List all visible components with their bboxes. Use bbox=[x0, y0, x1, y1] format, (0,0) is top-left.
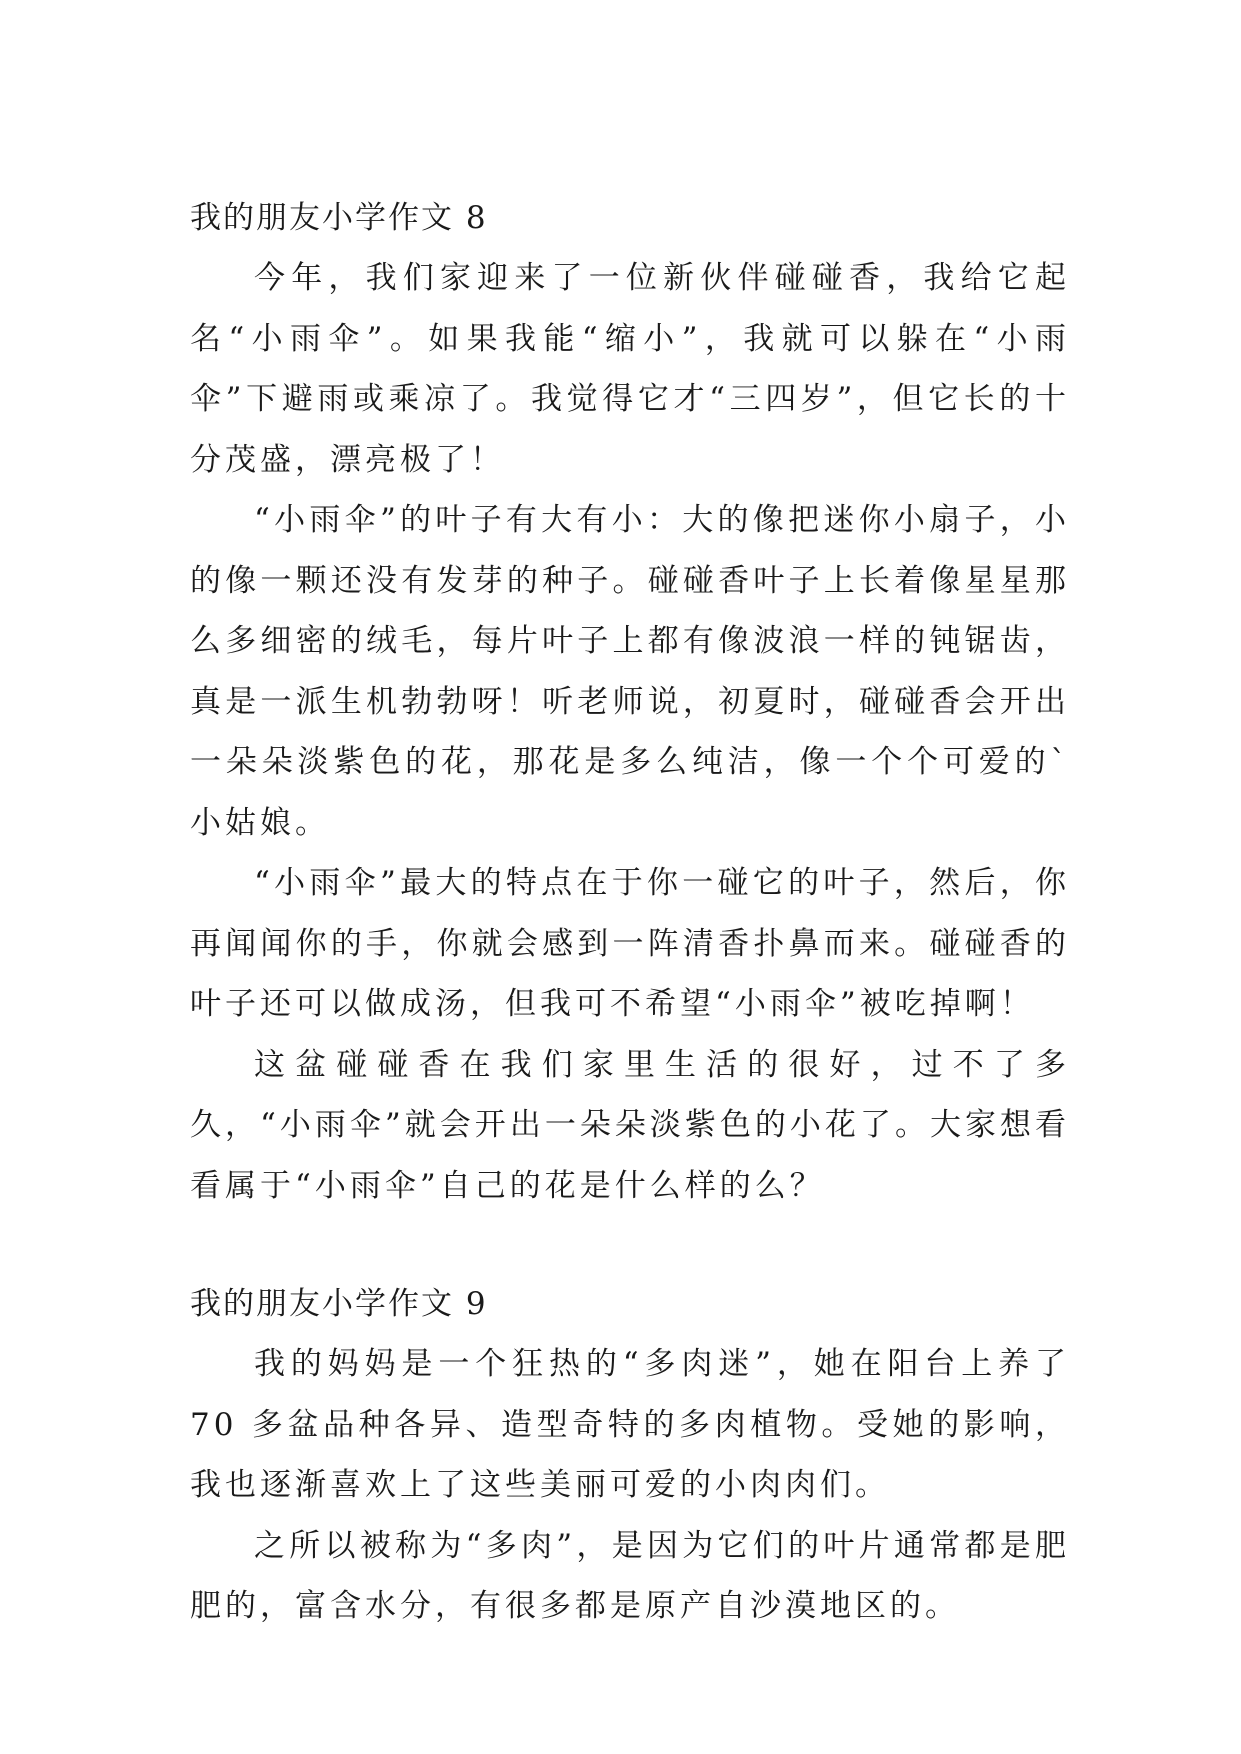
paragraph: 我的妈妈是一个狂热的“多肉迷”，她在阳台上养了 70 多盆品种各异、造型奇特的多肉植物。受她的影响，我也逐渐喜欢上了这些美丽可爱的小肉肉们。 bbox=[190, 1346, 1070, 1503]
paragraph: 今年，我们家迎来了一位新伙伴碰碰香，我给它起名“小雨伞”。如果我能“缩小”，我就可以躲在“小雨伞”下避雨或乘凉了。我觉得它才“三四岁”，但它长的十分茂盛，漂亮极了！ bbox=[190, 260, 1070, 478]
section-title: 我的朋友小学作文 8 bbox=[190, 200, 488, 236]
paragraph: 这盆碰碰香在我们家里生活的很好，过不了多久，“小雨伞”就会开出一朵朵淡紫色的小花了。大家想看看属于“小雨伞”自己的花是什么样的么？ bbox=[190, 1046, 1070, 1204]
section-title: 我的朋友小学作文 9 bbox=[190, 1286, 488, 1322]
paragraph: 之所以被称为“多肉”，是因为它们的叶片通常都是肥肥的，富含水分，有很多都是原产自沙漠地区的。 bbox=[190, 1527, 1070, 1624]
document-page bbox=[190, 188, 1070, 1637]
essay-section-9 bbox=[190, 1274, 1070, 1637]
paragraph: “小雨伞”最大的特点在于你一碰它的叶子，然后，你再闻闻你的手，你就会感到一阵清香扑鼻而来。碰碰香的叶子还可以做成汤，但我可不希望“小雨伞”被吃掉啊！ bbox=[190, 865, 1070, 1022]
paragraph: “小雨伞”的叶子有大有小：大的像把迷你小扇子，小的像一颗还没有发芽的种子。碰碰香叶子上长着像星星那么多细密的绒毛，每片叶子上都有像波浪一样的钝锯齿，真是一派生机勃勃呀！听老师说，初夏时，碰碰香会开出一朵朵淡紫色的花，那花是多么纯洁，像一个个可爱的`小姑娘。 bbox=[190, 502, 1070, 841]
section-spacer bbox=[190, 1216, 1070, 1274]
essay-section-8 bbox=[190, 188, 1070, 1216]
